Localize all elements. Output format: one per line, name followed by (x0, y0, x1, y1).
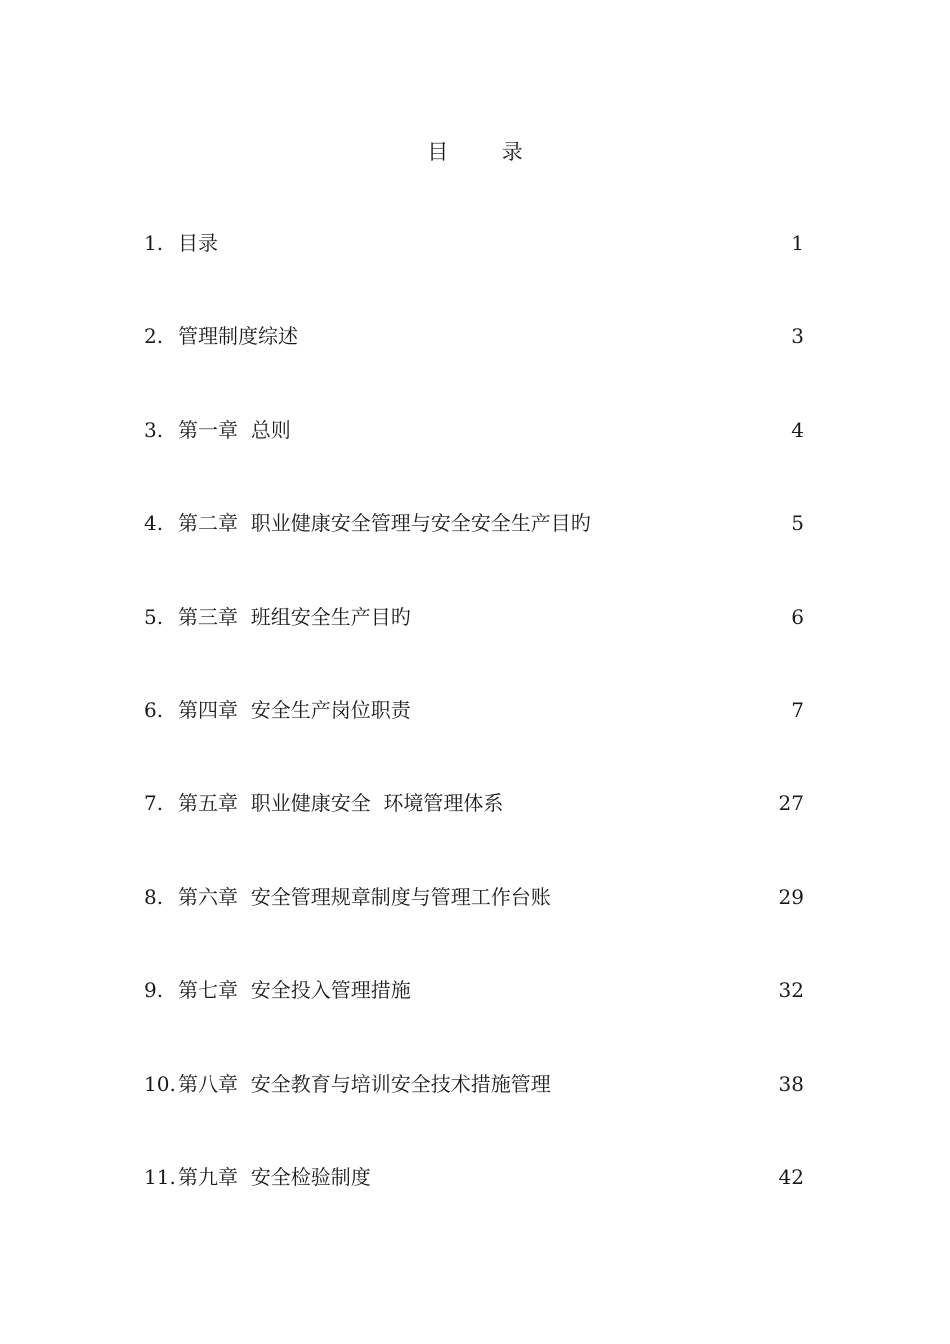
toc-entry[interactable] (144, 1067, 804, 1160)
toc-entry-title: 第六章 安全管理规章制度与管理工作台账 (178, 884, 551, 909)
toc-entry-title: 第三章 班组安全生产目旳 (178, 604, 411, 629)
toc-entry-number: 2. (144, 324, 164, 349)
toc-entry[interactable] (144, 413, 804, 506)
toc-entry-page: 4 (791, 417, 804, 442)
toc-entry-title: 第二章 职业健康安全管理与安全安全生产目旳 (178, 511, 591, 536)
toc-entry-title: 第九章 安全检验制度 (178, 1164, 371, 1189)
toc-entry-number: 6. (144, 697, 164, 722)
toc-entry-page: 42 (778, 1164, 804, 1189)
toc-entry-title: 第八章 安全教育与培训安全技术措施管理 (178, 1071, 551, 1096)
toc-entry-title: 目录 (178, 231, 218, 255)
toc-entry-title: 第一章 总则 (178, 417, 291, 442)
toc-entry-page: 38 (778, 1071, 804, 1096)
toc-entry-number: 1. (144, 231, 164, 255)
toc-entry-number: 9. (144, 978, 164, 1003)
toc-entry[interactable] (144, 226, 804, 319)
toc-entry-page: 27 (778, 791, 804, 816)
toc-entry-title: 第五章 职业健康安全 环境管理体系 (178, 791, 504, 816)
toc-entry-number: 11. (144, 1164, 176, 1189)
toc-entry[interactable] (144, 693, 804, 786)
toc-entry-page: 7 (791, 697, 804, 722)
toc-entry-page: 5 (791, 511, 804, 536)
toc-entry-page: 29 (778, 884, 804, 909)
toc-entry-number: 10. (144, 1071, 176, 1096)
toc-entry-number: 3. (144, 417, 164, 442)
toc-entry-title: 管理制度综述 (178, 324, 298, 349)
toc-entry-page: 3 (791, 324, 804, 349)
toc-entry[interactable] (144, 880, 804, 973)
toc-entry[interactable] (144, 786, 804, 879)
toc-entry[interactable] (144, 506, 804, 599)
toc-entry-title: 第七章 安全投入管理措施 (178, 978, 411, 1003)
toc-entry-page: 1 (791, 231, 804, 255)
toc-entry-number: 4. (144, 511, 164, 536)
toc-entry[interactable] (144, 973, 804, 1066)
toc-entry-title: 第四章 安全生产岗位职责 (178, 697, 411, 722)
toc-entry[interactable] (144, 600, 804, 693)
toc-title: 目 录 (427, 140, 523, 164)
toc-entry-number: 7. (144, 791, 164, 816)
toc-entry-number: 5. (144, 604, 164, 629)
toc-entry[interactable] (144, 319, 804, 412)
toc-entry[interactable] (144, 1160, 804, 1253)
toc-list (144, 226, 804, 1253)
toc-entry-page: 32 (778, 978, 804, 1003)
toc-entry-number: 8. (144, 884, 164, 909)
toc-entry-page: 6 (791, 604, 804, 629)
